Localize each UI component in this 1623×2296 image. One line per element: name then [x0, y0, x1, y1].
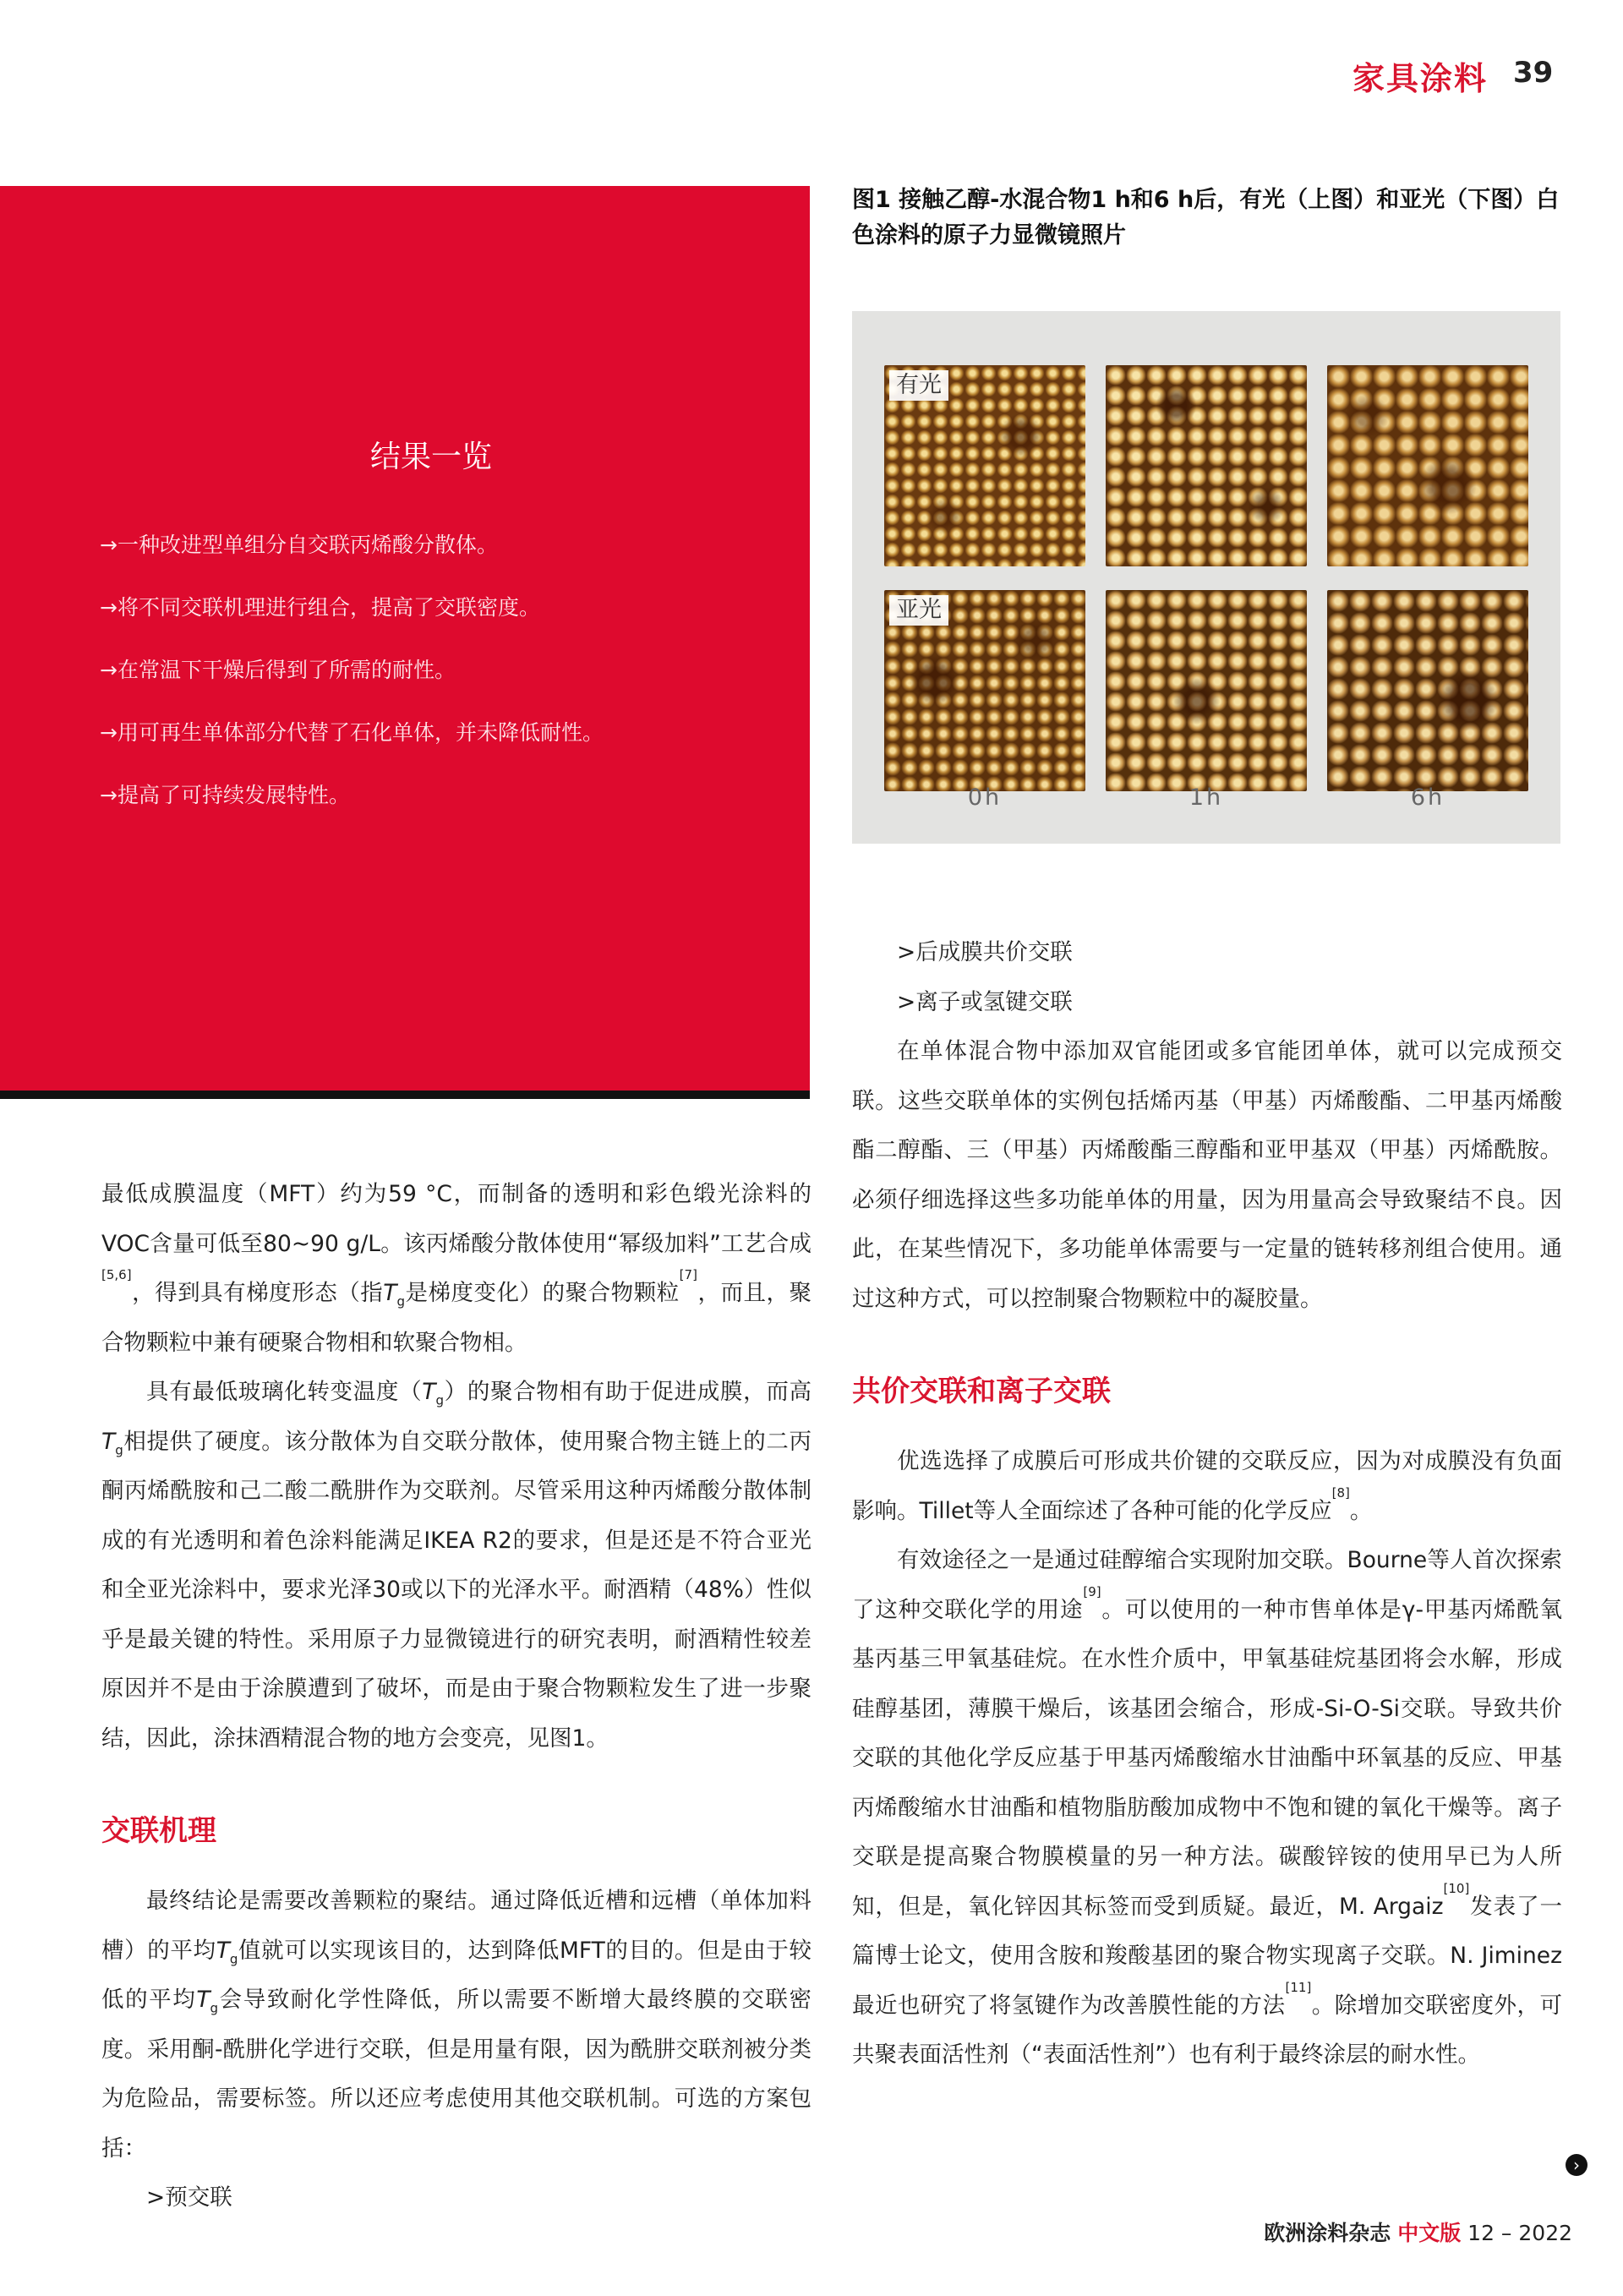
edition-label: 中文版 [1397, 2221, 1462, 2245]
right-column [852, 928, 1562, 2080]
footer [1057, 2217, 1572, 2247]
time-label-1h: 1h [1189, 784, 1224, 811]
afm-image-matt-1h [1106, 590, 1307, 791]
section-heading: 共价交联和离子交联 [852, 1375, 1111, 1408]
paragraph: 优选选择了成膜后可形成共价键的交联反应，因为对成膜没有负面影响。Tillet等人全面综述了各种可能的化学反应[8]。 [852, 1448, 1562, 1524]
row-label-gloss: 有光 [889, 370, 948, 401]
paragraph: 在单体混合物中添加双官能团或多官能团单体，就可以完成预交联。这些交联单体的实例包括烯丙基（甲基）丙烯酸酯、二甲基丙烯酸酯二醇酯、三（甲基）丙烯酸酯三醇酯和亚甲基双（甲基）丙烯酰胺。必须仔细选择这些多功能单体的用量，因为用量高会导致聚结不良。因此，在某些情况下，多功能单体需要与一定量的链转移剂组合使用。通过这种方式，可以控制聚合物颗粒中的凝胶量。 [852, 1038, 1562, 1312]
section-heading: 交联机理 [101, 1814, 216, 1848]
figure-caption: 图1 接触乙醇-水混合物1 h和6 h后，有光（上图）和亚光（下图）白色涂料的原子力显微镜照片 [852, 187, 1560, 249]
afm-image-gloss-6h [1327, 365, 1528, 566]
left-column [101, 1170, 812, 2223]
magazine-name: 欧洲涂料杂志 [1264, 2221, 1391, 2245]
afm-image-matt-0h [884, 590, 1085, 791]
time-label-0h: 0h [967, 784, 1003, 811]
results-item: →用可再生单体部分代替了石化单体，并未降低耐性。 [100, 720, 604, 745]
results-item: →一种改进型单组分自交联丙烯酸分散体。 [100, 533, 498, 557]
paragraph: 最低成膜温度（MFT）约为59 °C，而制备的透明和彩色缎光涂料的VOC含量可低至80~90 g/L。该丙烯酸分散体使用“幂级加料”工艺合成[5,6]，得到具有梯度形态（指$T_g$是梯度变化）的聚合物颗粒[7]，而且，聚合物颗粒中兼有硬聚合物相和软聚合物相。 [101, 1181, 812, 1356]
issue-label: 12 – 2022 [1467, 2221, 1572, 2245]
results-title: 结果一览 [369, 440, 492, 474]
afm-image-matt-6h [1327, 590, 1528, 791]
paragraph: 有效途径之一是通过硅醇缩合实现附加交联。Bourne等人首次探索了这种交联化学的用途[9]。可以使用的一种市售单体是γ-甲基丙烯酰氧基丙基三甲氧基硅烷。在水性介质中，甲氧基硅烷基团将会水解，形成硅醇基团，薄膜干燥后，该基团会缩合，形成-Si-O-Si交联。导致共价交联的其他化学反应基于甲基丙烯酸缩水甘油酯中环氧基的反应、甲基丙烯酸缩水甘油酯和植物脂肪酸加成物中不饱和键的氧化干燥等。离子交联是提高聚合物膜模量的另一种方法。碳酸锌铵的使用早已为人所知，但是，氧化锌因其标签而受到质疑。最近，M. Argaiz[10]发表了一篇博士论文，使用含胺和羧酸基团的聚合物实现离子交联。N. Jiminez最近也研究了将氢键作为改善膜性能的方法[11]。除增加交联密度外，可共聚表面活性剂（“表面活性剂”）也有利于最终涂层的耐水性。 [852, 1547, 1563, 2068]
afm-image-gloss-0h [884, 365, 1085, 566]
results-item: →在常温下干燥后得到了所需的耐性。 [100, 658, 456, 682]
paragraph: 具有最低玻璃化转变温度$(T_g)$的聚合物相有助于促进成膜，而高$T_g$相提供了硬度。该分散体为自交联分散体，使用聚合物主链上的二丙酮丙烯酰胺和己二酸二酰肼作为交联剂。尽管采用这种丙烯酸分散体制成的有光透明和着色涂料能满足IKEA R2的要求，但是还是不符合亚光和全亚光涂料中，要求光泽30或以下的光泽水平。耐酒精（48%）性似乎是最关键的特性。采用原子力显微镜进行的研究表明，耐酒精性较差原因并不是由于涂膜遭到了破坏，而是由于聚合物颗粒发生了进一步聚结，因此，涂抹酒精混合物的地方会变亮，见图1。 [101, 1379, 812, 1752]
results-list [100, 533, 793, 845]
paragraph: 最终结论是需要改善颗粒的聚结。通过降低近槽和远槽（单体加料槽）的平均$T_g$值就可以实现该目的，达到降低MFT的目的。但是由于较低的平均$T_g$会导致耐化学性降低，所以需要不断增大最终膜的交联密度。采用酮-酰肼化学进行交联，但是用量有限，因为酰肼交联剂被分类为危险品，需要标签。所以还应考虑使用其他交联机制。可选的方案包括： [101, 1888, 812, 2162]
option-item: >后成膜共价交联 [897, 939, 1073, 965]
results-box-divider [0, 1091, 810, 1099]
afm-image-gloss-1h [1106, 365, 1307, 566]
row-label-matt: 亚光 [889, 595, 948, 626]
time-label-6h: 6h [1410, 784, 1445, 811]
figure-panel [852, 311, 1560, 844]
continue-arrow-icon: › [1566, 2154, 1587, 2176]
option-item: >预交联 [146, 2184, 232, 2211]
section-title: 家具涂料 [1352, 60, 1488, 97]
page-number: 39 [1513, 56, 1554, 90]
option-item: >离子或氢键交联 [897, 988, 1073, 1015]
results-item: →将不同交联机理进行组合，提高了交联密度。 [100, 595, 540, 620]
results-item: →提高了可持续发展特性。 [100, 783, 350, 807]
